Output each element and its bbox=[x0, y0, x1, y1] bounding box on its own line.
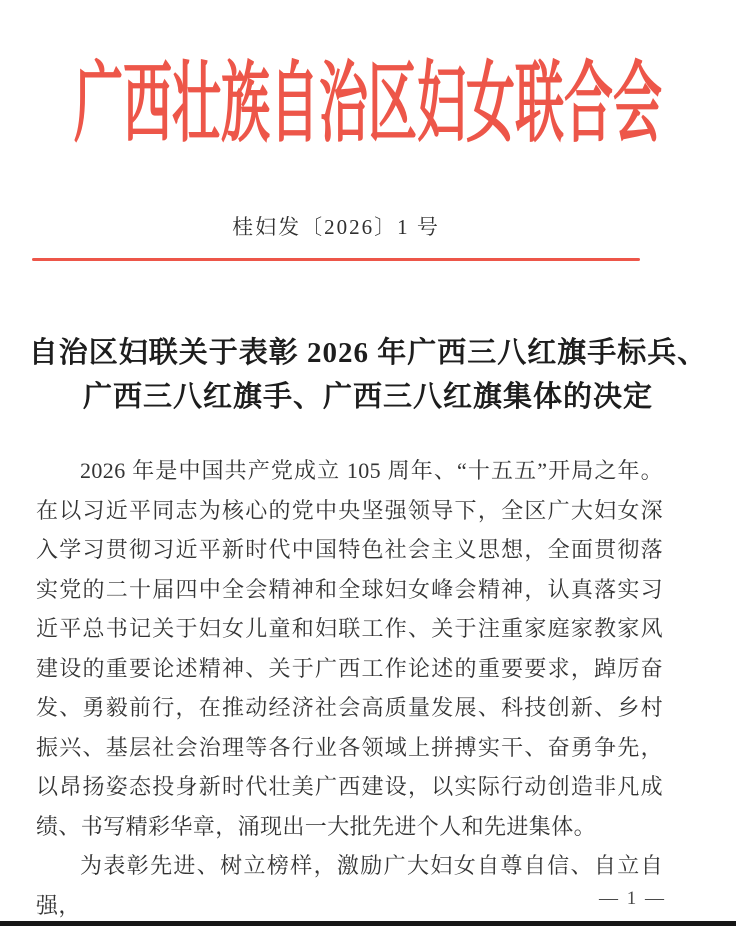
scan-edge-line bbox=[0, 921, 736, 926]
body-paragraph: 2026 年是中国共产党成立 105 周年、“十五五”开局之年。在以习近平同志为核心的党中央坚强领导下，全区广大妇女深入学习贯彻习近平新时代中国特色社会主义思想，全面贯彻落实党的二十届四中全会精神和全球妇女峰会精神，认真落实习近平总书记关于妇女儿童和妇联工作、关于注重家庭家教家风建设的重要论述精神、关于广西工作论述的重要要求，踔厉奋发、勇毅前行，在推动经济社会高质量发展、科技创新、乡村振兴、基层社会治理等各行业各领域上拼搏实干、奋勇争先，以昂扬姿态投身新时代壮美广西建设，以实际行动创造非凡成绩、书写精彩华章，涌现出一大批先进个人和先进集体。 bbox=[36, 458, 663, 839]
letterhead bbox=[0, 54, 736, 158]
page-number: — 1 — bbox=[599, 888, 666, 909]
title-line-1: 自治区妇联关于表彰 2026 年广西三八红旗手标兵、 bbox=[28, 337, 708, 369]
document-title bbox=[0, 331, 736, 419]
red-separator-line bbox=[32, 258, 640, 261]
org-name-heading: 广西壮族自治区妇女联合会 bbox=[73, 54, 662, 154]
title-line-2: 广西三八红旗手、广西三八红旗集体的决定 bbox=[82, 381, 653, 413]
body-paragraph: 为表彰先进、树立榜样，激励广大妇女自尊自信、自立自强， bbox=[36, 853, 663, 918]
document-body bbox=[36, 451, 663, 925]
doc-reference-number: 桂妇发〔2026〕1 号 bbox=[232, 215, 440, 239]
